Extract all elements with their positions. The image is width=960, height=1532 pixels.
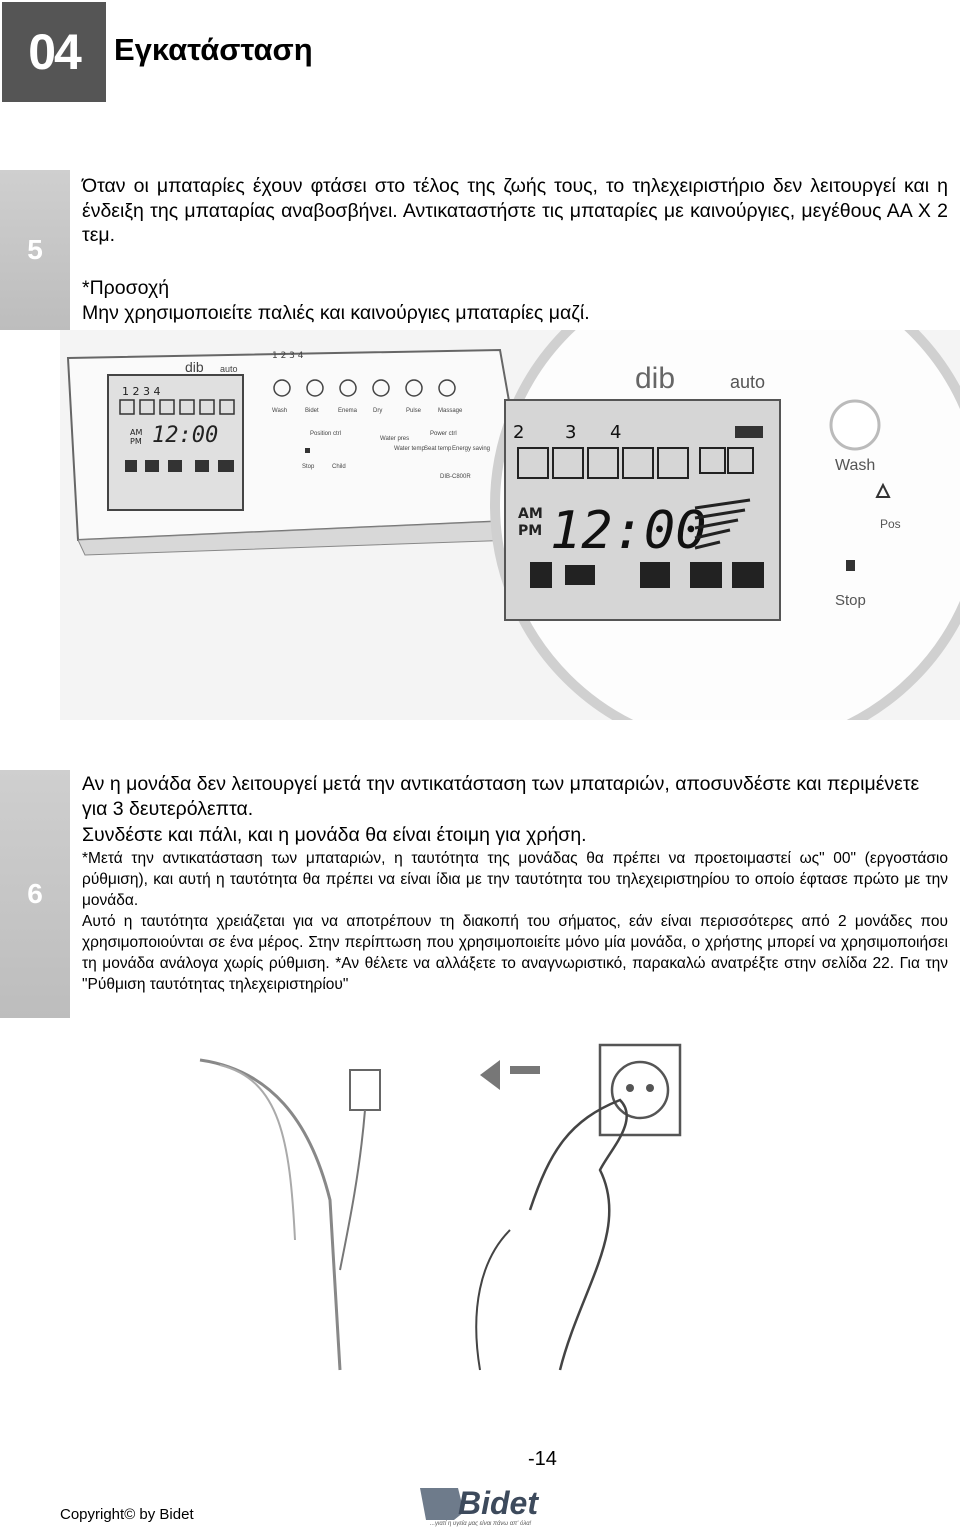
step-number-6: 6 bbox=[0, 770, 70, 1018]
caution-text: Μην χρησιμοποιείτε παλιές και καινούργιες μπαταρίες μαζί. bbox=[82, 302, 590, 324]
small-remote bbox=[68, 350, 530, 555]
svg-text:2: 2 bbox=[513, 422, 525, 443]
bidet-logo bbox=[418, 1482, 623, 1532]
step-number-5: 5 bbox=[0, 170, 70, 330]
step6-note-1: *Μετά την αντικατάσταση των μπαταριών, η ταυτότητα της μονάδας θα πρέπει να προετοιμαστεί ως" 00" (εργοστάσιο ρύθμιση), και αυτή η ταυτότητα θα πρέπει να είναι ίδια με την ταυτότητα του τηλεχειριστηρίου το οποίο έφτασε πρώτο με την μονάδα. bbox=[82, 850, 948, 909]
svg-text:DIB-C800R: DIB-C800R bbox=[440, 474, 471, 480]
step6-text-1: Αν η μονάδα δεν λειτουργεί μετά την αντικατάσταση των μπαταριών, αποσυνδέστε και περιμένετε για 3 δευτερόλεπτα. bbox=[82, 773, 920, 820]
svg-text:1 2 3 4: 1 2 3 4 bbox=[272, 351, 304, 361]
svg-text:Pulse: Pulse bbox=[406, 408, 422, 414]
svg-text:1 2 3 4: 1 2 3 4 bbox=[122, 385, 161, 398]
copyright: Copyright© by Bidet bbox=[60, 1506, 194, 1523]
step5-text: Όταν οι μπαταρίες έχουν φτάσει στο τέλος της ζωής τους, το τηλεχειριστήριο δεν λειτουργεί και η ένδειξη της μπαταρίας αναβοσβήνει. Αντικαταστήστε τις μπαταρίες με καινούργιες, μεγέθους ΑΑ Χ 2 τεμ. bbox=[82, 175, 948, 246]
svg-text:Position ctrl: Position ctrl bbox=[310, 431, 342, 437]
svg-text:Seat temp: Seat temp bbox=[424, 446, 452, 452]
svg-text:Stop: Stop bbox=[835, 592, 866, 609]
svg-text:Wash: Wash bbox=[272, 408, 288, 414]
unplug-illustration bbox=[180, 1030, 700, 1380]
svg-text:Pos: Pos bbox=[880, 517, 901, 531]
svg-text:Energy saving: Energy saving bbox=[452, 446, 491, 452]
svg-text:PM: PM bbox=[130, 437, 142, 446]
caution-title: *Προσοχή bbox=[82, 277, 170, 299]
svg-text:Bidet: Bidet bbox=[305, 408, 319, 414]
svg-text:Power ctrl: Power ctrl bbox=[430, 431, 457, 437]
svg-text:Stop: Stop bbox=[302, 464, 315, 470]
svg-text:Child: Child bbox=[332, 464, 346, 470]
svg-text:AM: AM bbox=[130, 428, 143, 437]
svg-text:3: 3 bbox=[565, 422, 577, 443]
svg-text:auto: auto bbox=[220, 364, 238, 374]
svg-text:Water temp: Water temp bbox=[394, 446, 425, 452]
svg-text:12:00: 12:00 bbox=[152, 423, 219, 448]
chapter-number: 04 bbox=[2, 2, 106, 102]
remote-control-illustration bbox=[60, 330, 960, 720]
svg-text:dib: dib bbox=[635, 362, 676, 395]
page-number: -14 bbox=[528, 1448, 557, 1470]
svg-text:auto: auto bbox=[730, 372, 766, 392]
svg-text:...γιατί η υγεία μας είναι πάν: ...γιατί η υγεία μας είναι πάνω απ' όλα! bbox=[430, 1521, 532, 1527]
svg-text:Dry: Dry bbox=[373, 408, 383, 414]
step6-text-2: Συνδέστε και πάλι, και η μονάδα θα είναι έτοιμη για χρήση. bbox=[82, 824, 587, 846]
svg-text:PM: PM bbox=[518, 523, 543, 539]
svg-text:Wash: Wash bbox=[835, 457, 876, 474]
svg-text:Water pres: Water pres bbox=[380, 436, 410, 442]
step6-note-2: Αυτό η ταυτότητα χρειάζεται για να αποτρέπουν τη διακοπή του σήματος, εάν είναι περισσότερες από 2 μονάδες που χρησιμοποιούνται σε ένα μέρος. Στην περίπτωση που χρησιμοποιείτε μόνο μία μονάδα, ο χρήστης μπορεί να χρησιμοποιήσει τη μονάδα ανάλογα χωρίς ρύθμιση. *Αν θέλετε να αλλάξετε το αναγνωριστικό, παρακαλώ ανατρέξτε στην σελίδα 22. Για την "Ρύθμιση ταυτότητας τηλεχειριστηρίου" bbox=[82, 913, 948, 993]
svg-text:AM: AM bbox=[518, 506, 543, 522]
svg-text:4: 4 bbox=[610, 422, 622, 443]
svg-text:Massage: Massage bbox=[438, 408, 463, 414]
svg-text:12:00: 12:00 bbox=[550, 501, 707, 561]
magnified-view bbox=[495, 330, 960, 720]
svg-text:dib: dib bbox=[185, 359, 204, 375]
svg-text:Enema: Enema bbox=[338, 408, 358, 414]
svg-text:Bidet: Bidet bbox=[458, 1485, 538, 1521]
chapter-title: Εγκατάσταση bbox=[114, 32, 313, 67]
